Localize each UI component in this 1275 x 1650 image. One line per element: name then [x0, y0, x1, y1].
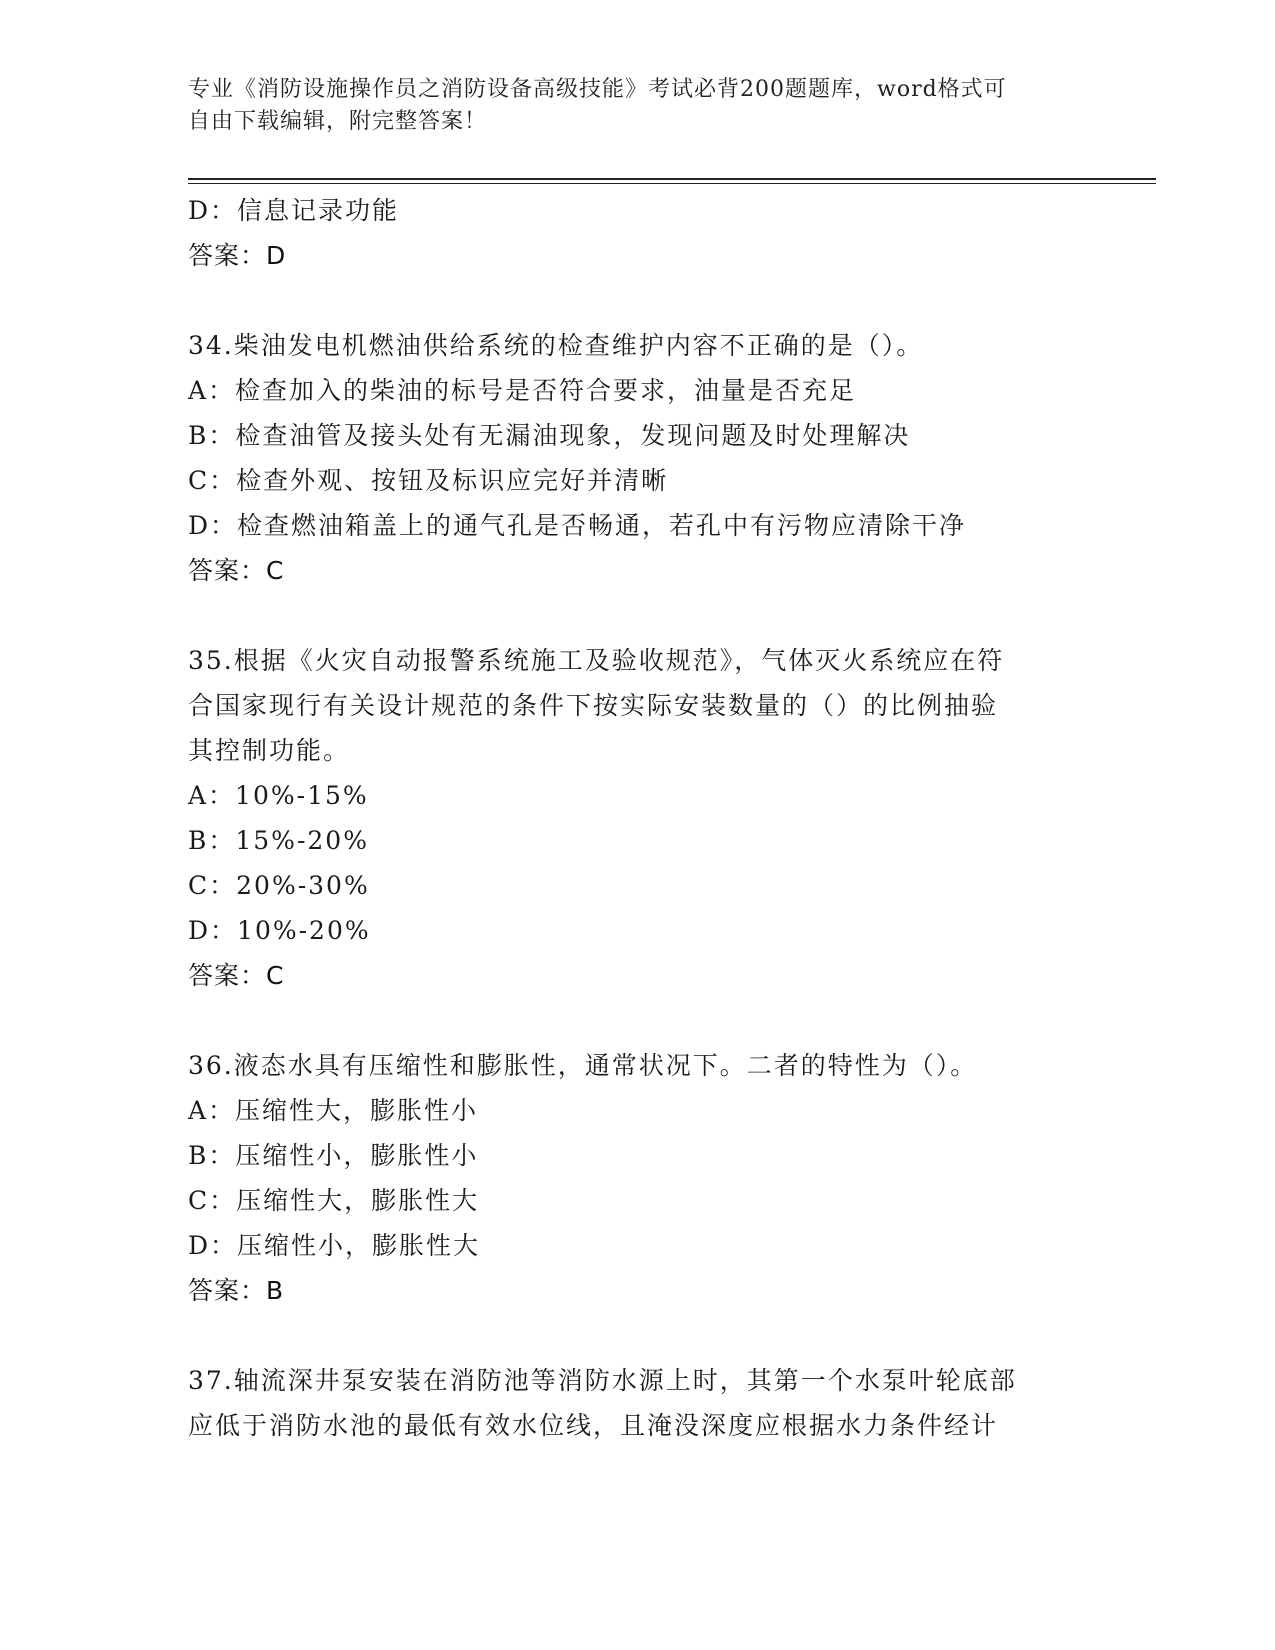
option-b: B：检查油管及接头处有无漏油现象，发现问题及时处理解决 [188, 421, 911, 450]
question-35 [188, 638, 1088, 998]
option-c: C：20%-30% [188, 871, 370, 900]
answer-line: 答案：D [188, 241, 287, 270]
option-d: D：检查燃油箱盖上的通气孔是否畅通，若孔中有污物应清除干净 [188, 511, 967, 540]
header-title-line-1: 专业《消防设施操作员之消防设备高级技能》考试必背200题题库，word格式可 [188, 77, 1007, 102]
question-text-line-1: 37.轴流深井泵安装在消防池等消防水源上时，其第一个水泵叶轮底部 [188, 1366, 1017, 1395]
question-text-line-2: 合国家现行有关设计规范的条件下按实际安装数量的（）的比例抽验 [188, 691, 999, 720]
question-34 [188, 323, 1088, 593]
spacer [188, 278, 1088, 323]
spacer [188, 1313, 1088, 1358]
spacer [188, 593, 1088, 638]
document-header [188, 74, 1068, 138]
header-divider [188, 178, 1156, 180]
answer-line: 答案：C [188, 556, 285, 585]
option-b: B：15%-20% [188, 826, 369, 855]
option-d: D：压缩性小，膨胀性大 [188, 1231, 481, 1260]
question-text-line-1: 35.根据《火灾自动报警系统施工及验收规范》，气体灭火系统应在符 [188, 646, 1005, 675]
question-text: 36.液态水具有压缩性和膨胀性，通常状况下。二者的特性为（）。 [188, 1051, 978, 1080]
question-stem [188, 323, 1088, 368]
header-title-line-2: 自由下载编辑，附完整答案！ [188, 109, 488, 134]
option-c: C：检查外观、按钮及标识应完好并清晰 [188, 466, 669, 495]
option-d: D：10%-20% [188, 916, 371, 945]
answer-line: 答案：B [188, 1276, 285, 1305]
option-a: A：压缩性大，膨胀性小 [188, 1096, 479, 1125]
option-a: A：10%-15% [188, 781, 369, 810]
option-c: C：压缩性大，膨胀性大 [188, 1186, 480, 1215]
spacer [188, 998, 1088, 1043]
option-d: D：信息记录功能 [188, 196, 400, 225]
header-divider-thin [188, 183, 1156, 184]
question-text-line-2: 应低于消防水池的最低有效水位线，且淹没深度应根据水力条件经计 [188, 1411, 999, 1440]
question-36 [188, 1043, 1088, 1313]
question-33-tail [188, 188, 1088, 278]
question-text-line-3: 其控制功能。 [188, 736, 351, 765]
option-b: B：压缩性小，膨胀性小 [188, 1141, 479, 1170]
option-a: A：检查加入的柴油的标号是否符合要求，油量是否充足 [188, 376, 857, 405]
question-stem [188, 1358, 1088, 1448]
question-text: 34.柴油发电机燃油供给系统的检查维护内容不正确的是（）。 [188, 331, 924, 360]
question-stem [188, 1043, 1088, 1088]
question-37 [188, 1358, 1088, 1448]
document-body [188, 188, 1088, 1448]
question-stem [188, 638, 1088, 773]
answer-line: 答案：C [188, 961, 285, 990]
